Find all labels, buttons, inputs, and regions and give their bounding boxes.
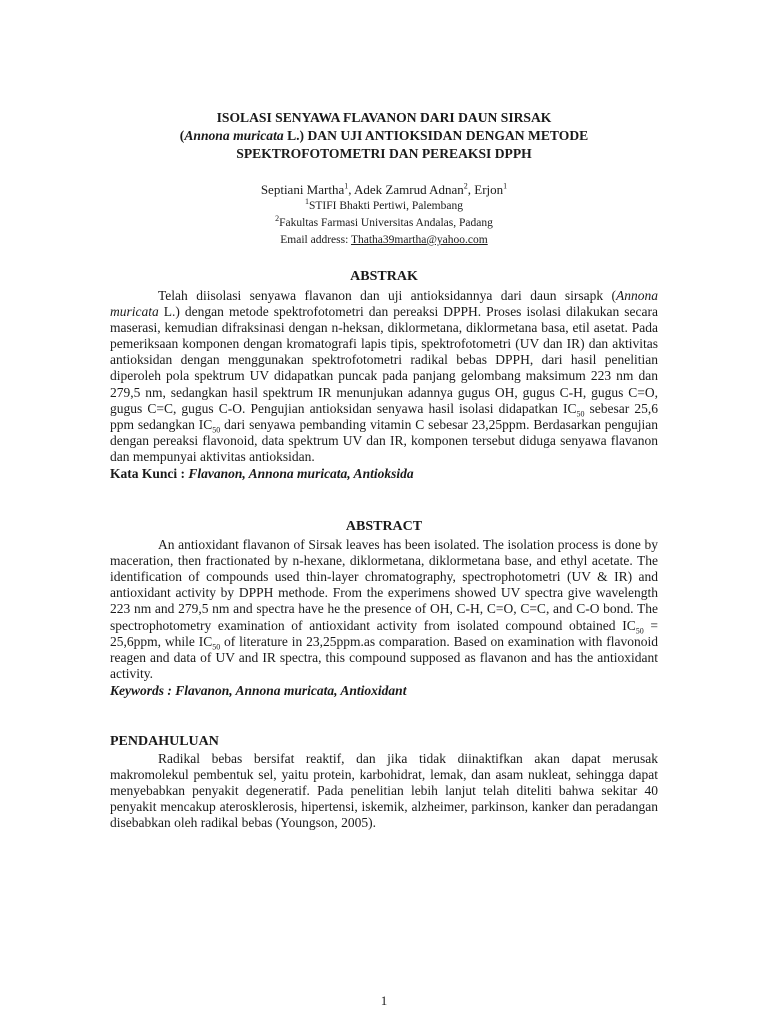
author-3: , Erjon	[467, 182, 504, 197]
title-line-2	[110, 127, 658, 145]
affiliation-2	[110, 215, 658, 232]
author-3-affil: 1	[503, 181, 508, 191]
affiliation-1-mark: 1	[305, 197, 310, 207]
author-2-affil: 2	[463, 181, 468, 191]
abstract-paragraph	[110, 537, 658, 682]
abstrak-ic50-sub-2: 50	[212, 425, 221, 435]
author-1-affil: 1	[344, 181, 349, 191]
email-label: Email address:	[280, 234, 351, 246]
abstrak-text-2: L.) dengan metode spektrofotometri dan pereaksi DPPH. Proses isolasi dilakukan secara maserasi, kemudian difraksinasi dengan n-heksan, diklormetana, diklormetana basa, etil asetat. Pada pemeriksaan komponen dengan kromatografi lapis tipis, spektrofotometri (UV dan IR) dan aktivitas antioksidan dengan menggunakan spektrofotometri radikal bebas DPPH, dari hasil penelitian diperoleh pola spektrum UV didapatkan puncak pada panjang gelombang maksimum 223 nm dan 279,5 nm, sedangkan hasil spektrum IR menunjukan adannya gugus OH, gugus C-H, gugus C=O, gugus C=C, gugus C-O. Pengujian antioksidan senyawa hasil isolasi didapatkan IC	[110, 304, 658, 416]
email-line	[110, 232, 658, 249]
abstract-ic50-sub-2: 50	[212, 642, 221, 652]
affiliation-1	[110, 198, 658, 215]
author-list	[110, 181, 658, 198]
keywords: Keywords : Flavanon, Annona muricata, Antioxidant	[110, 682, 407, 698]
abstrak-ic50-sub-1: 50	[576, 409, 585, 419]
abstrak-text-1: Telah diisolasi senyawa flavanon dan uji antioksidannya dari daun sirsapk (	[158, 288, 616, 303]
affiliation-1-text: STIFI Bhakti Pertiwi, Palembang	[309, 200, 463, 212]
abstrak-text-3: sebesar 25,6 ppm sedangkan IC	[110, 400, 658, 432]
pendahuluan-paragraph: Radikal bebas bersifat reaktif, dan jika tidak diinaktifkan akan dapat merusak makromolekul pembentuk sel, yaitu protein, karbohidrat, lemak, dan asam nukleat, sehingga dapat menyebabkan penyakit degeneratif. Pada penelitian lebih lanjut telah diteliti bahwa sekitar 40 penyakit mencakup aterosklerosis, hipertensi, iskemik, alzheimer, parkinson, kanker dan peradangan disebabkan oleh radikal bebas (Youngson, 2005).	[110, 750, 658, 831]
affiliation-2-mark: 2	[275, 214, 280, 224]
title-line-3: SPEKTROFOTOMETRI DAN PEREAKSI DPPH	[236, 146, 532, 161]
author-1: Septiani Martha	[260, 182, 345, 197]
paper-page	[110, 0, 658, 1024]
title-line-1: ISOLASI SENYAWA FLAVANON DARI DAUN SIRSAK	[216, 110, 552, 125]
kata-kunci-label: Kata Kunci :	[110, 466, 189, 482]
kata-kunci	[110, 465, 658, 482]
author-2: , Adek Zamrud Adnan	[348, 182, 464, 197]
abstract-heading: ABSTRACT	[345, 519, 423, 535]
email-link[interactable]: Thatha39martha@yahoo.com	[350, 234, 488, 246]
page-number: 1	[380, 993, 388, 1008]
abstrak-species: Annona muricata	[110, 288, 658, 320]
pendahuluan-heading: PENDAHULUAN	[110, 733, 219, 749]
abstrak-paragraph	[110, 288, 658, 465]
title-paren: (	[179, 128, 185, 143]
abstrak-heading: ABSTRAK	[350, 269, 418, 284]
affiliation-2-text: Fakultas Farmasi Universitas Andalas, Padang	[279, 217, 493, 229]
abstract-text-1: An antioxidant flavanon of Sirsak leaves has been isolated. The isolation process is done by maceration, then fractionated by n-hexane, diklormetana, diklormetana base, and ethyl acetate. The identification of compounds used thin-layer chromatography, spectrophotometri (UV & IR) and antioxidant activity by DPPH methode. From the experimens showed UV spectra give wavelength 223 nm and 279,5 nm and spectra have he the presence of OH, C-H, C=O, C=C, and C-O bond. The spectrophotometry examination of antioxidant activity from isolated compound obtained IC	[110, 537, 658, 633]
title-species: Annona muricata	[184, 128, 284, 143]
abstract-text-3: of literature in 23,25ppm.as comparation. Based on examination with flavonoid reagen and data of UV and IR spectra, this compound supposed as flavanon and has the antioxidant activity.	[110, 633, 658, 681]
abstrak-text-4: dari senyawa pembanding vitamin C sebesar 23,25ppm. Berdasarkan pengujian dengan pereaksi flavonoid, data spektrum UV dan IR, komponen tersebut diduga senyawa flavanon dan mempunyai aktivitas antioksidan.	[110, 416, 658, 464]
kata-kunci-value: Flavanon, Annona muricata, Antioksida	[188, 466, 414, 482]
abstract-text-2: = 25,6ppm, while IC	[110, 617, 658, 649]
paper-title	[110, 109, 658, 163]
abstract-ic50-sub-1: 50	[635, 626, 644, 636]
title-line-2-rest: L.) DAN UJI ANTIOKSIDAN DENGAN METODE	[283, 128, 589, 143]
